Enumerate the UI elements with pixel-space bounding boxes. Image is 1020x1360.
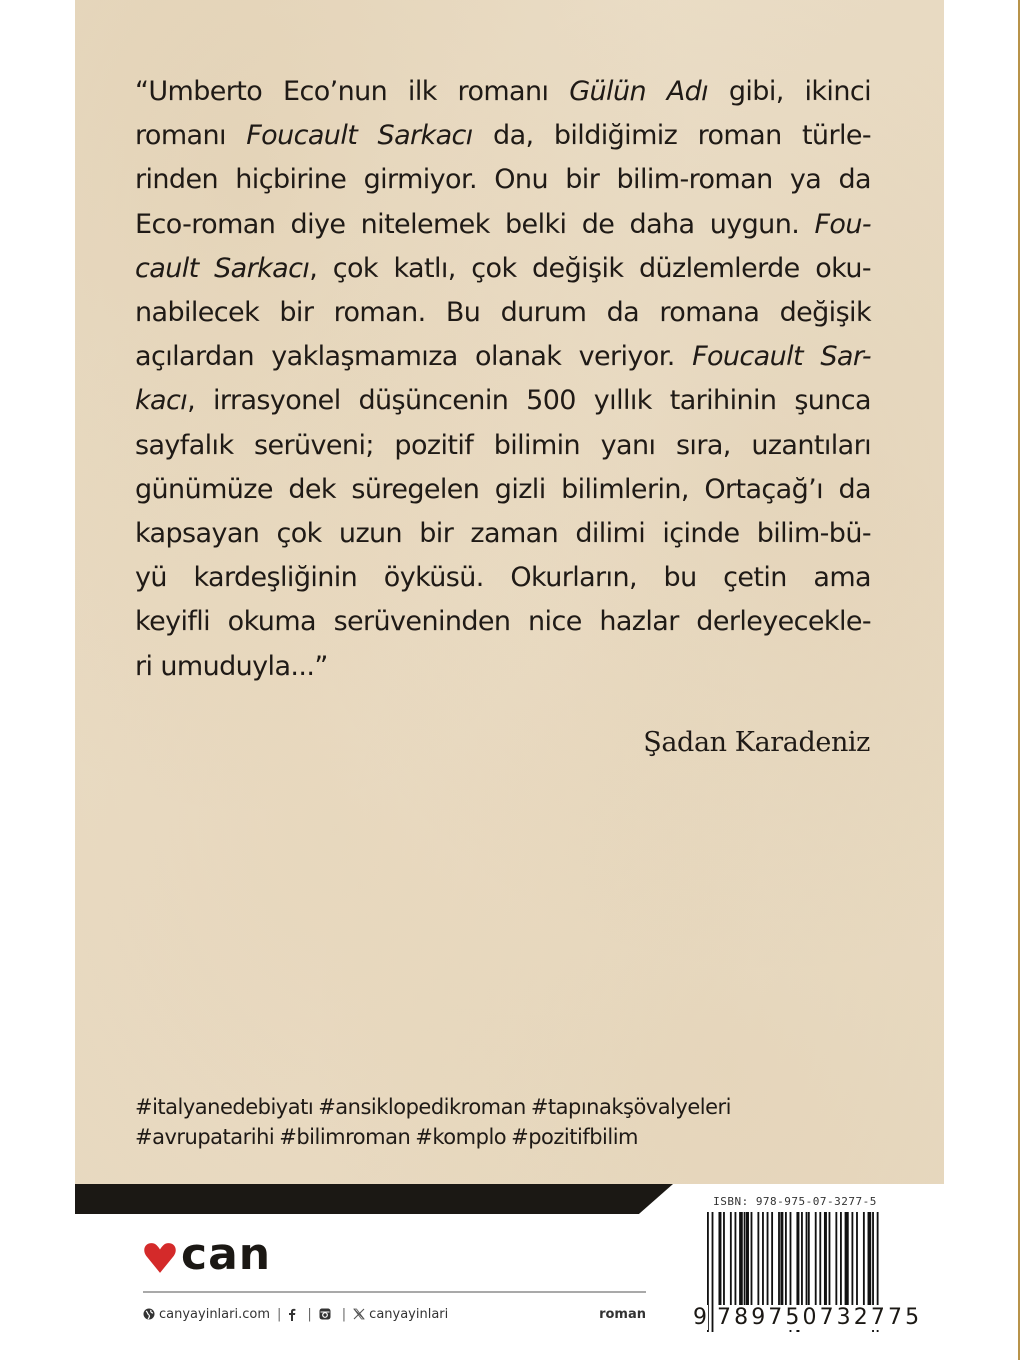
separator: | (277, 1306, 282, 1322)
separator: | (307, 1306, 312, 1322)
quote-line: rinden hiçbirine girmiyor. Onu bir bilim-roman ya da (135, 164, 871, 196)
quote-line: açılardan yaklaşmamıza olanak veriyor. Foucault Sar- (135, 341, 871, 373)
website-link[interactable]: canyayinlari.com (159, 1306, 270, 1322)
facebook-icon[interactable] (288, 1308, 296, 1321)
quote-line: sayfalık serüveni; pozitif bilimin yanı sıra, uzantıları (135, 429, 871, 461)
quote-line: Eco-roman diye nitelemek belki de daha uygun. Fou- (135, 208, 871, 240)
blurb-quote (135, 70, 871, 689)
x-twitter-icon[interactable] (353, 1308, 365, 1320)
hashtag: #italyanedebiyatı (135, 1095, 314, 1119)
hashtag: #bilimroman (279, 1125, 411, 1149)
book-title-italic: cault Sarkacı (135, 252, 310, 284)
instagram-icon[interactable] (319, 1308, 331, 1320)
hashtag: #avrupatarihi (135, 1125, 275, 1149)
quote-line: ri umuduyla...” (135, 650, 328, 682)
book-back-cover (75, 0, 944, 1360)
quote-line: cault Sarkacı, çok katlı, çok değişik düzlemlerde oku- (135, 252, 871, 284)
logo-wordmark: can (181, 1229, 272, 1280)
hashtag-row (135, 1122, 736, 1152)
hashtag: #ansiklopedikroman (318, 1095, 526, 1119)
quote-line: yü kardeşliğinin öyküsü. Okurların, bu çetin ama (135, 562, 871, 594)
hashtag: #pozitifbilim (511, 1125, 639, 1149)
barcode-lead-digit: 9 (693, 1305, 708, 1330)
hashtag: #tapınakşövalyeleri (530, 1095, 732, 1119)
book-title-italic: Fou- (814, 208, 871, 240)
quote-line: nabilecek bir roman. Bu durum da romana değişik (135, 297, 871, 329)
hashtag: #komplo (415, 1125, 507, 1149)
quote-line: kapsayan çok uzun bir zaman dilimi içinde bilim-bü- (135, 518, 871, 550)
separator: | (341, 1306, 347, 1322)
isbn-label: ISBN: 978-975-07-3277-5 (713, 1195, 877, 1208)
isbn-barcode (693, 1195, 923, 1335)
social-handle[interactable]: canyayinlari (369, 1306, 449, 1322)
hashtag-row (135, 1092, 736, 1122)
quote-line: romanı Foucault Sarkacı da, bildiğimiz roman türle- (135, 120, 871, 152)
book-title-italic: Gülün Adı (569, 76, 709, 107)
black-band (75, 1184, 673, 1214)
quote-line: keyifli okuma serüveninden nice hazlar derleyecekle- (135, 606, 871, 638)
quote-line: günümüze dek süregelen gizli bilimlerin, Ortaçağ’ı da (135, 473, 871, 505)
publisher-logo (143, 1229, 272, 1280)
quote-author: Şadan Karadeniz (643, 727, 870, 758)
publisher-footer (143, 1304, 646, 1324)
book-title-italic: kacı (135, 385, 188, 417)
quote-line: kacı, irrasyonel düşüncenin 500 yıllık tarihinin şunca (135, 385, 871, 417)
genre-label: roman (599, 1306, 646, 1322)
globe-icon (143, 1308, 155, 1320)
hashtag-list (135, 1092, 736, 1152)
footer-divider (143, 1291, 646, 1293)
book-title-italic: Foucault Sarkacı (246, 120, 473, 152)
barcode-number: 789750732775 (717, 1305, 923, 1330)
paper-background (75, 0, 944, 1184)
book-title-italic: Foucault Sar- (692, 341, 871, 373)
quote-line: “Umberto Eco’nun ilk romanı Gülün Adı gibi, ikinci (135, 76, 871, 107)
heart-icon (143, 1241, 177, 1275)
